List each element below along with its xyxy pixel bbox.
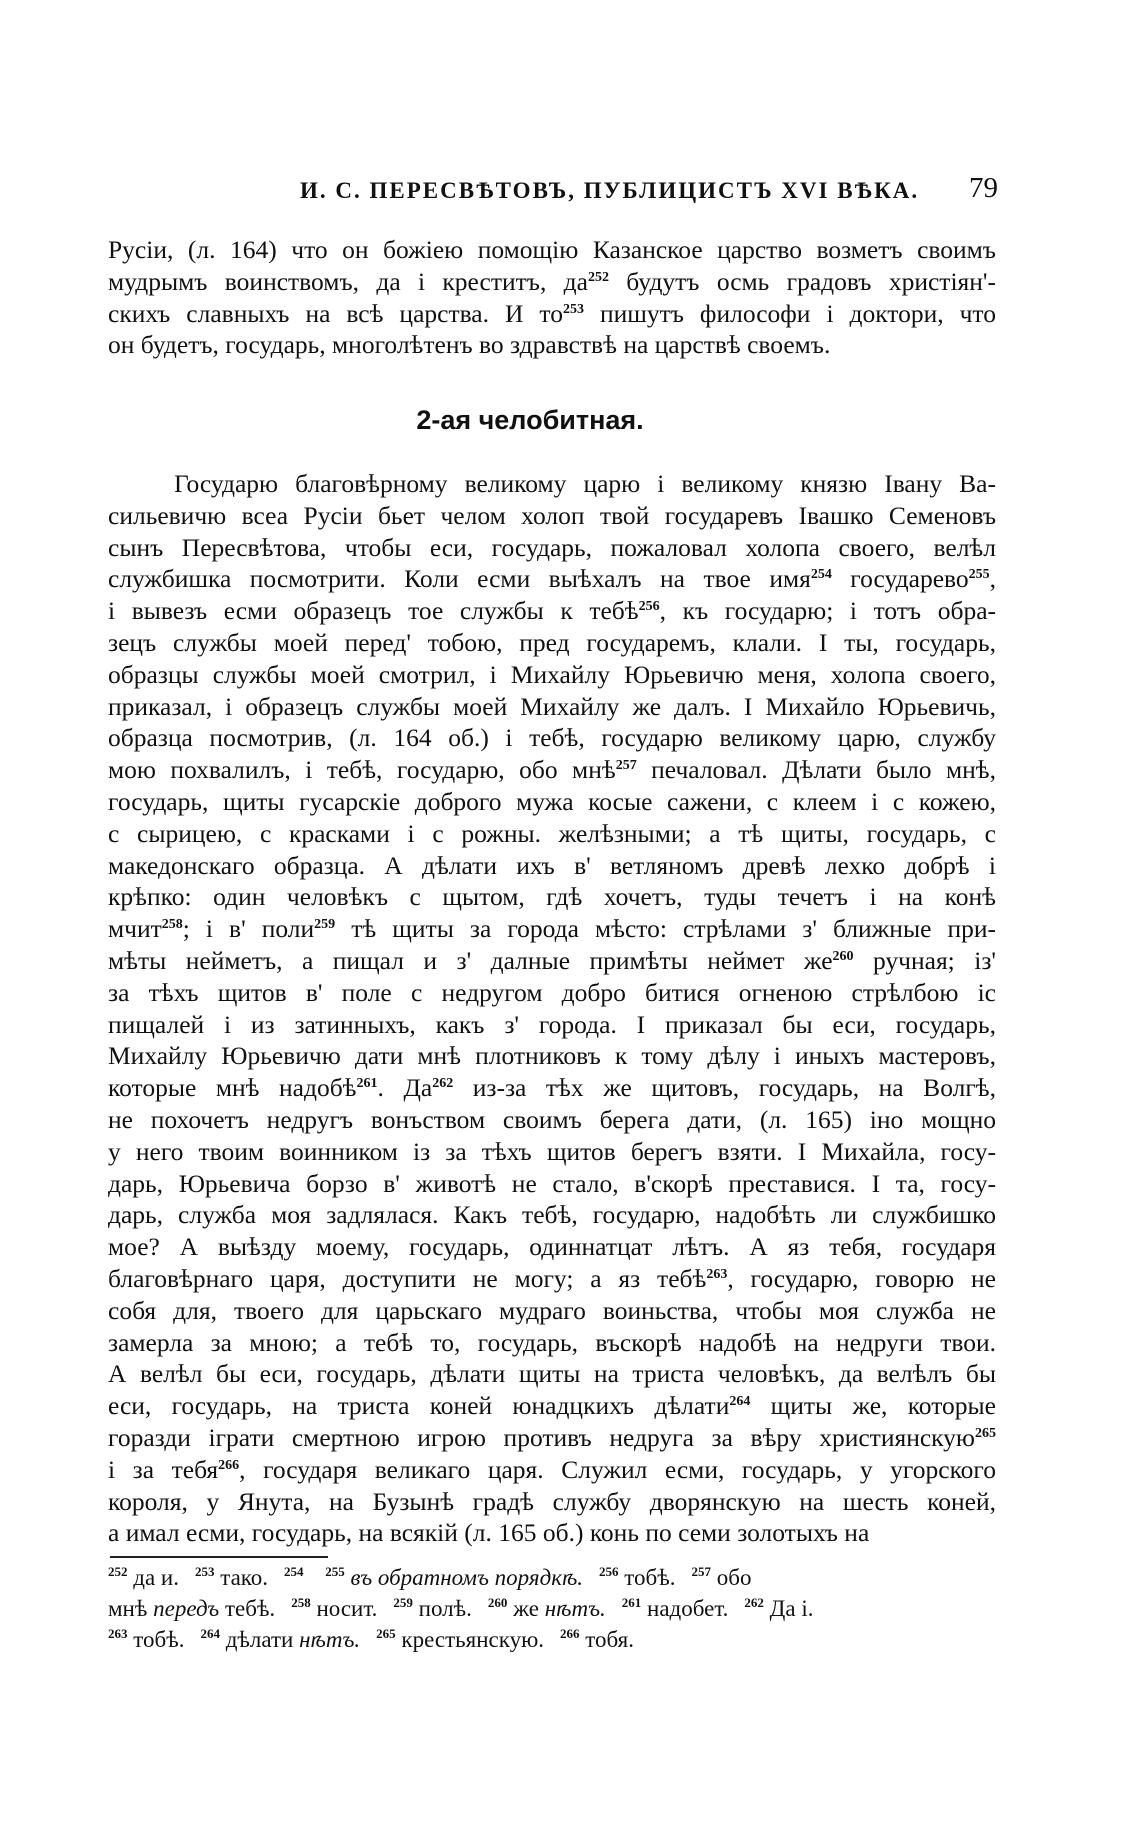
- footnote-number: 264: [200, 1626, 220, 1641]
- footnote-entry: [377, 1596, 471, 1621]
- footnote-number: 266: [560, 1626, 580, 1641]
- footnote-text: дѣлати: [225, 1627, 300, 1652]
- footnote-number: 256: [599, 1564, 619, 1579]
- footnote-text: мнѣ: [108, 1596, 154, 1621]
- footnote-text: да и.: [133, 1565, 179, 1590]
- footnote-text: въ обратномъ порядкѣ.: [350, 1565, 584, 1590]
- footnote-rule: [110, 1556, 328, 1558]
- intro-line: Русіи, (л. 164) что он божіею помощію Казанское царство возметъ своимъ: [108, 235, 996, 264]
- footnote-number: 260: [487, 1595, 508, 1610]
- footnote-text: полѣ.: [418, 1596, 472, 1621]
- footnote-entry: [153, 1596, 219, 1621]
- footnote-marker: 264: [729, 1394, 751, 1410]
- petition-line: службишка посмотрити. Коли есми выѣхалъ на твое имя$^{254}$ государево$^{255}$,: [108, 564, 996, 594]
- petition-line: дарь, Юрьевича борзо в' животѣ не стало, в'скорѣ преставися. І та, госу-: [108, 1168, 996, 1198]
- running-head: И. С. ПЕРЕСВѢТОВЪ, ПУБЛИЦИСТЪ XVI ВѢКА.: [300, 178, 920, 203]
- footnote-marker: 260: [832, 948, 854, 964]
- footnote-marker: 258: [161, 917, 183, 933]
- footnote-text: же: [513, 1596, 545, 1621]
- footnote-marker: 265: [975, 1425, 996, 1441]
- footnote-marker: 253: [562, 301, 584, 317]
- petition-line: сильевичю всеа Русіи бьет челом холоп твой государевъ Івашко Семеновъ: [108, 500, 996, 530]
- footnote-text: носит.: [316, 1596, 378, 1621]
- petition-line: Михайлу Юрьевичю дати мнѣ плотниковъ к тому дѣлу і иныхъ мастеровъ,: [108, 1041, 996, 1071]
- petition-line: дарь, служба моя задлялася. Какъ тебѣ, государю, надобѣть ли службишко: [108, 1200, 996, 1230]
- footnote-text: крестьянскую.: [401, 1627, 545, 1652]
- footnote-entry: [108, 1596, 153, 1621]
- footnote-line: [108, 1624, 996, 1655]
- petition-line: государь, щиты гусарскіе доброго мужа косые сажени, с клеем і с кожею,: [108, 786, 996, 816]
- footnote-number: 261: [621, 1595, 642, 1610]
- footnote-number: 263: [108, 1626, 128, 1641]
- footnote-text: обо: [716, 1565, 752, 1590]
- intro-paragraph: [108, 234, 996, 361]
- petition-line: не похочетъ недругъ вонъством своимъ берега дати, (л. 165) іно мощно: [108, 1104, 996, 1134]
- footnote-entry: [275, 1596, 377, 1621]
- petition-line: образцы службы моей смотрил, і Михайлу Юрьевичю меня, холопа своего,: [108, 659, 996, 689]
- petition-line: а имал есми, государь, на всякій (л. 165 об.) конь по семи золотыхъ на: [108, 1518, 870, 1548]
- petition-line: крѣпко: один человѣкъ с щытом, гдѣ хочетъ, туды течетъ і на конѣ: [108, 882, 996, 912]
- footnote-number: 255: [325, 1564, 345, 1579]
- footnote-number: 254: [284, 1564, 304, 1579]
- footnote-number: 262: [744, 1595, 764, 1610]
- footnote-number: 259: [393, 1595, 413, 1610]
- footnote-marker: 257: [615, 758, 637, 774]
- footnote-entry: [472, 1596, 545, 1621]
- footnote-text: Да і.: [769, 1596, 814, 1621]
- footnote-entry: [219, 1596, 275, 1621]
- footnote-text: тебѣ.: [219, 1596, 276, 1621]
- petition-line: сынъ Пересвѣтова, чтобы еси, государь, пожаловал холопа своего, велѣл: [108, 532, 996, 562]
- footnote-text: тобя.: [585, 1627, 634, 1652]
- footnote-entry: [606, 1596, 729, 1621]
- footnote-text: передъ: [153, 1596, 220, 1621]
- intro-line: мудрымъ воинствомъ, да і креститъ, $да^{252}$ будутъ осмь градовъ христіян'-: [108, 266, 996, 296]
- petition-line: образца посмотрив, (л. 164 об.) і тебѣ, государю великому царю, службу: [108, 723, 996, 753]
- footnote-number: 252: [108, 1564, 128, 1579]
- footnote-line: [108, 1593, 996, 1624]
- footnote-marker: 262: [432, 1076, 454, 1092]
- footnote-marker: 259: [314, 917, 336, 933]
- footnote-marker: 254: [810, 567, 832, 583]
- footnote-marker: 252: [587, 269, 609, 285]
- petition-line: мѣты нейметъ, а пищал и з' далные примѣты неймет $же^{260}$ ручная; із': [108, 945, 996, 975]
- intro-line: скихъ славныхъ на всѣ царства. И $то^{253}$ пишутъ философи і доктори, что: [108, 298, 996, 328]
- footnote-entry: [299, 1627, 360, 1652]
- petition-line: собя для, твоего для царьскаго мудраго воиньства, чтобы моя служба не: [108, 1295, 996, 1325]
- footnote-line: [108, 1562, 996, 1593]
- petition-line: і вывезъ есми образецъ тое службы к тебѣ$^{256}$, къ государю; і тотъ обра-: [108, 596, 997, 626]
- footnote-entry: [309, 1565, 583, 1590]
- petition-line: приказал, і образецъ службы моей Михайлу же далъ. І Михайло Юрьевичь,: [108, 691, 996, 721]
- footnotes: [108, 1562, 996, 1655]
- petition-line: благовѣрнаго царя, доступити не могу; а яз тебѣ$^{263}$, государю, говорю не: [108, 1263, 996, 1293]
- petition-line: с сырицею, с красками і с рожны. желѣзными; а тѣ щиты, государь, с: [108, 818, 996, 848]
- footnote-text: нѣтъ.: [544, 1596, 606, 1621]
- petition-line: за тѣхъ щитов в' поле с недругом добро битися огненою стрѣлбою іс: [108, 977, 996, 1007]
- section-heading: 2-ая челобитная.: [416, 405, 644, 435]
- footnote-entry: [184, 1627, 299, 1652]
- footnote-entry: [268, 1565, 309, 1590]
- footnote-number: 253: [194, 1564, 215, 1579]
- petition-line: А велѣл бы еси, государь, дѣлати щиты на триста человѣкъ, да велѣлъ бы: [108, 1359, 996, 1389]
- page-number: 79: [969, 172, 998, 204]
- petition-line: пищалей і из затинныхъ, какъ з' города. І приказал бы еси, государь,: [108, 1009, 996, 1039]
- footnote-entry: [360, 1627, 544, 1652]
- petition-line: горазди іграти смертною игрою противъ недруга за вѣру християнскую$^{265}$: [108, 1422, 996, 1452]
- footnote-entry: [545, 1596, 606, 1621]
- petition-line: мое? А выѣзду моему, государь, одиннатцат лѣтъ. А яз тебя, государя: [108, 1232, 996, 1262]
- petition-line: у него твоим воинником із за тѣхъ щитов берегъ взяти. І Михайла, госу-: [108, 1136, 996, 1166]
- petition-line: короля, у Янута, на Бузынѣ градѣ службу дворянскую на шесть коней,: [108, 1486, 996, 1516]
- petition-line: і за тебя$^{266}$, государя великаго царя. Служил есми, государь, у угорского: [108, 1454, 996, 1484]
- footnote-text: надобет.: [647, 1596, 729, 1621]
- footnote-marker: 261: [356, 1076, 378, 1092]
- footnote-entry: [728, 1596, 813, 1621]
- footnote-text: тобѣ.: [133, 1627, 185, 1652]
- petition-line: мчит$^{258}$; і в' поли$^{259}$ тѣ щиты за города мѣсто: стрѣлами з' ближные при-: [108, 914, 996, 944]
- footnote-marker: 263: [706, 1266, 728, 1282]
- footnote-marker: 256: [638, 599, 660, 615]
- footnote-entry: [544, 1627, 634, 1652]
- footnote-marker: 266: [218, 1457, 240, 1473]
- footnote-text: тако.: [220, 1565, 269, 1590]
- petition-line: которые мнѣ надобѣ$^{261}$. $Да^{262}$ из-за тѣх же щитовъ, государь, на Волгѣ,: [108, 1073, 997, 1103]
- footnote-entry: [676, 1565, 752, 1590]
- footnote-marker: 255: [968, 567, 990, 583]
- footnote-number: 258: [291, 1595, 311, 1610]
- petition-line: Государю благовѣрному великому царю і великому князю Івану Ва-: [174, 469, 996, 498]
- footnote-number: 265: [376, 1626, 396, 1641]
- footnote-text: тобѣ.: [624, 1565, 676, 1590]
- petition-line: зецъ службы моей перед' тобою, пред государемъ, клали. І ты, государь,: [108, 627, 996, 657]
- footnote-number: 257: [691, 1564, 711, 1579]
- footnote-entry: [179, 1565, 268, 1590]
- intro-line: он будетъ, государь, многолѣтенъ во здравствѣ на царствѣ своемъ.: [108, 330, 831, 360]
- footnote-text: нѣтъ.: [299, 1627, 361, 1652]
- footnote-entry: [583, 1565, 675, 1590]
- footnote-entry: [108, 1565, 179, 1590]
- petition-line: замерла за мною; а тебѣ то, государь, въскорѣ надобѣ на недруги твои.: [108, 1327, 996, 1357]
- petition-line: македонскаго образца. А дѣлати ихъ в' ветляномъ древѣ лехко добрѣ і: [108, 850, 996, 880]
- petition-paragraph: [108, 468, 996, 1549]
- petition-line: еси, государь, на триста коней юнадцкихъ дѣлати$^{264}$ щиты же, которые: [108, 1391, 996, 1421]
- footnote-entry: [108, 1627, 184, 1652]
- petition-line: мою похвалилъ, і тебѣ, государю, обо мнѣ$^{257}$ печаловал. Дѣлати было мнѣ,: [108, 755, 996, 785]
